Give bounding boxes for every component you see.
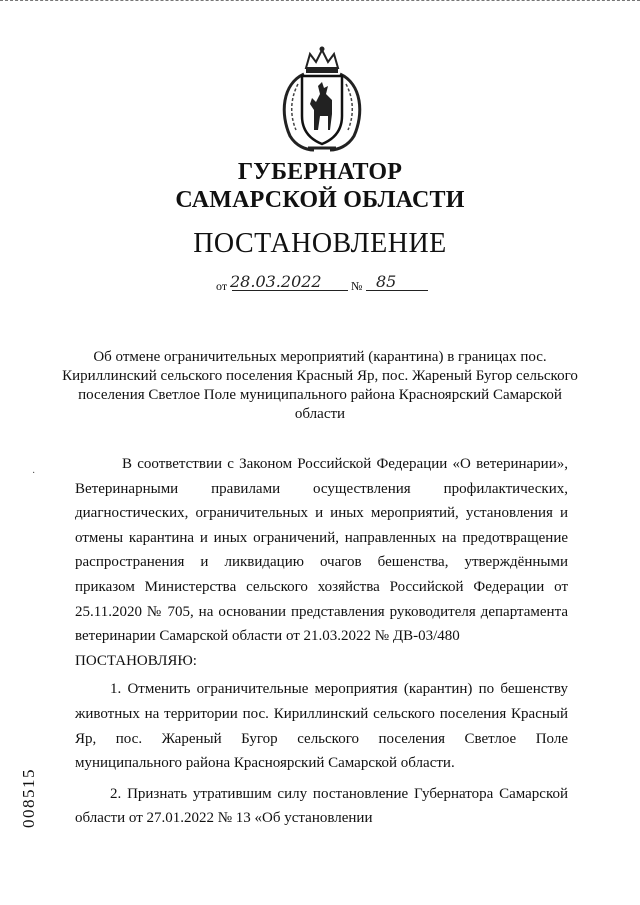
preamble-paragraph: В соответствии с Законом Российской Федерации «О ветеринарии», Ветеринарными правилами осуществления профилактических, диагностических, ограничительных и иных мероприятий, установления и отмены карантина и иных ограничений, направленных на предотвращение распространения и ликвидацию очагов бешенства, утверждёнными приказом Министерства сельского хозяйства Российской Федерации от 25.11.2020 № 705, на основании представления руководителя департамента ветеринарии Самарской области от 21.03.2022 № ДВ-03/480 (75, 456, 568, 645)
number-prefix: № (351, 279, 363, 293)
samara-coat-of-arms-icon (276, 44, 368, 156)
issuer-line-1: ГУБЕРНАТОР (237, 159, 403, 185)
clause-1: 1. Отменить ограничительные мероприятия (карантин) по бешенству животных на территории пос. Кириллинский сельского поселения Красный Яр, пос. Жареный Бугор сельского поселения Светлое Поле муниципального района Красноярский Самарской области. (75, 681, 568, 772)
document-body (75, 452, 568, 831)
document-title: Об отмене ограничительных мероприятий (карантина) в границах пос. Кириллинский сельского поселения Красный Яр, пос. Жареный Бугор сельского поселения Светлое Поле муниципального района Красноярский Самарской области (62, 349, 578, 422)
date-number-line (216, 272, 446, 295)
stamp-number: 008515 (19, 768, 38, 828)
handwritten-date: 28.03.2022 (230, 272, 322, 291)
scan-edge-line (0, 0, 640, 4)
registration-stamp (14, 760, 44, 840)
issuer-line-2: САМАРСКОЙ ОБЛАСТИ (175, 187, 465, 213)
document-type: ПОСТАНОВЛЕНИЕ (193, 228, 447, 259)
date-prefix: от (216, 279, 228, 293)
resolve-heading: ПОСТАНОВЛЯЮ: (75, 652, 197, 669)
clause-2: 2. Признать утратившим силу постановление Губернатора Самарской области от 27.01.2022 № 13 «Об установлении (75, 785, 568, 827)
scan-speck: · (32, 468, 36, 479)
handwritten-number: 85 (376, 272, 397, 291)
